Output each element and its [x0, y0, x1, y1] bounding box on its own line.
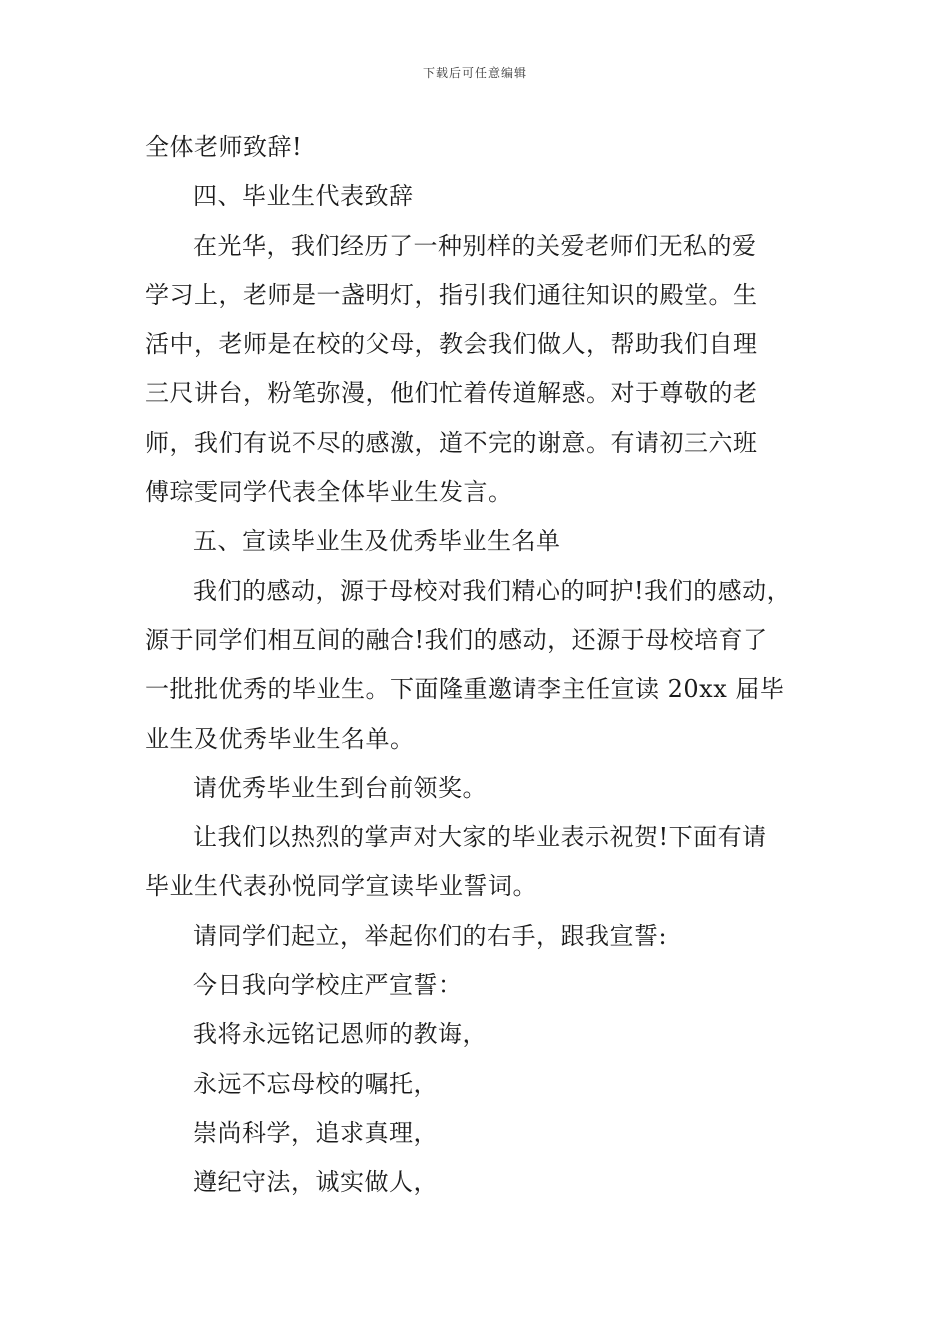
oath-line: 我将永远铭记恩师的教诲，: [193, 1020, 487, 1049]
oath-line: 今日我向学校庄严宣誓：: [193, 971, 463, 1000]
text-line: 一批批优秀的毕业生。下面隆重邀请李主任宣读 20xx 届毕: [145, 675, 785, 704]
text-line: 业生及优秀毕业生名单。: [145, 724, 415, 753]
text-line: 源于同学们相互间的融合!我们的感动，还源于母校培育了: [145, 625, 768, 654]
text-line: 请优秀毕业生到台前领奖。: [193, 773, 487, 802]
oath-line: 遵纪守法，诚实做人，: [193, 1168, 438, 1197]
text-line: 毕业生代表孙悦同学宣读毕业誓词。: [145, 872, 537, 901]
text-line: 傅琮雯同学代表全体毕业生发言。: [145, 478, 513, 507]
oath-line: 崇尚科学，追求真理，: [193, 1118, 438, 1147]
text-line: 学习上，老师是一盏明灯，指引我们通往知识的殿堂。生: [145, 280, 758, 309]
text-line: 在光华，我们经历了一种别样的关爱老师们无私的爱: [193, 231, 757, 260]
oath-line: 永远不忘母校的嘱托，: [193, 1069, 438, 1098]
text-line: 请同学们起立，举起你们的右手，跟我宣誓:: [193, 921, 668, 950]
page-header-note: 下载后可任意编辑: [422, 66, 527, 80]
section-heading: 五、宣读毕业生及优秀毕业生名单: [193, 527, 561, 556]
text-line: 师，我们有说不尽的感激，道不完的谢意。有请初三六班: [145, 428, 758, 457]
text-line: 让我们以热烈的掌声对大家的毕业表示祝贺!下面有请: [193, 823, 767, 852]
text-line: 三尺讲台，粉笔弥漫，他们忙着传道解惑。对于尊敬的老: [145, 379, 758, 408]
text-line: 全体老师致辞!: [145, 133, 303, 161]
text-line: 我们的感动，源于母校对我们精心的呵护!我们的感动，: [193, 576, 792, 605]
document-body: [145, 123, 815, 1208]
text-line: 活中，老师是在校的父母，教会我们做人，帮助我们自理: [145, 330, 758, 359]
section-heading: 四、毕业生代表致辞: [193, 182, 414, 211]
